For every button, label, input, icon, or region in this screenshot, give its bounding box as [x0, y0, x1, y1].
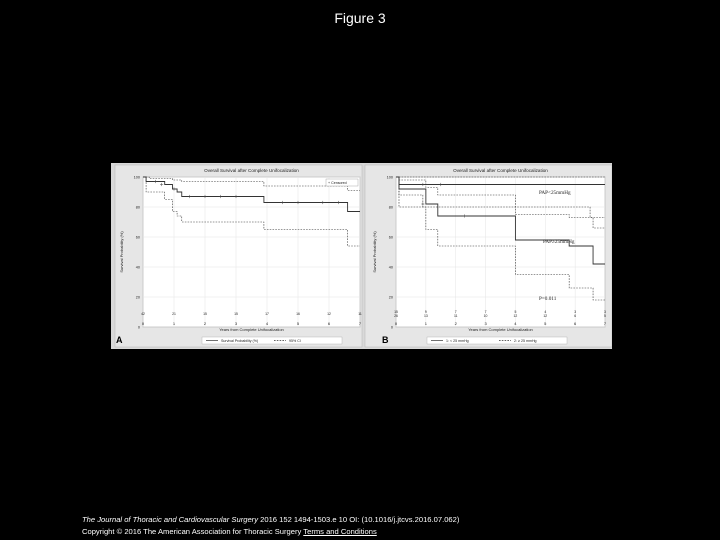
- x-tick-label: 0: [394, 321, 398, 326]
- x-tick-label: 4: [514, 321, 517, 326]
- copyright-line: [82, 526, 712, 538]
- y-tick-label: 80: [388, 205, 393, 210]
- curve-annotation: P=0.011: [539, 296, 557, 302]
- at-risk-count: 15: [234, 312, 238, 316]
- at-risk-count-group2: 12: [513, 314, 518, 318]
- at-risk-count: 11: [358, 312, 362, 316]
- chart-title: Overall Survival after Complete Unifocalization: [453, 168, 548, 173]
- y-tick-label: 0: [137, 325, 140, 330]
- plot-area: [143, 177, 360, 327]
- at-risk-count-group2: 12: [543, 314, 548, 318]
- chart-title: Overall Survival after Complete Unifocalization: [204, 168, 299, 173]
- at-risk-count: 21: [172, 312, 176, 316]
- at-risk-count: 4: [544, 310, 547, 314]
- at-risk-count-group2: 13: [423, 314, 428, 318]
- at-risk-count: 3: [574, 310, 577, 314]
- x-tick-label: 7: [603, 321, 607, 326]
- copyright-text: Copyright © 2016 The American Association for Thoracic Surgery: [82, 527, 304, 536]
- at-risk-count-group2: 5: [604, 314, 606, 318]
- journal-name: The Journal of Thoracic and Cardiovascular Surgery: [82, 515, 259, 524]
- panel-label: A: [116, 335, 123, 345]
- x-tick-label: 4: [265, 321, 269, 326]
- panel-label: B: [382, 335, 389, 345]
- x-tick-label: 7: [358, 321, 362, 326]
- y-tick-label: 40: [388, 265, 393, 270]
- y-tick-label: 20: [135, 295, 140, 300]
- legend-entry: 95% CI: [289, 339, 301, 343]
- y-tick-label: 20: [388, 295, 393, 300]
- at-risk-count: 3: [604, 310, 606, 314]
- x-tick-label: 2: [454, 321, 457, 326]
- x-tick-label: 5: [296, 321, 300, 326]
- y-tick-label: 100: [133, 175, 140, 180]
- at-risk-count: 7: [454, 310, 457, 314]
- at-risk-count: 5: [514, 310, 517, 314]
- y-tick-label: 80: [135, 205, 140, 210]
- y-tick-label: 60: [388, 235, 393, 240]
- x-tick-label: 6: [327, 321, 331, 326]
- plot-area: [396, 177, 605, 327]
- curve-annotation: PAP<25mmHg: [539, 190, 571, 196]
- citation-footer: [82, 514, 712, 538]
- at-risk-count: 9: [424, 310, 427, 314]
- y-axis-label: Survival Probability (%): [372, 231, 377, 273]
- figure-panel: [111, 163, 612, 349]
- x-axis-label: Years from Complete Unifocalization: [219, 327, 284, 332]
- y-tick-label: 40: [135, 265, 140, 270]
- x-tick-label: 6: [574, 321, 577, 326]
- x-tick-label: 1: [424, 321, 427, 326]
- x-tick-label: 0: [141, 321, 145, 326]
- x-axis-label: Years from Complete Unifocalization: [468, 327, 533, 332]
- citation-text: 2016 152 1494-1503.e 10 OI: (10.1016/j.jtcvs.2016.07.062): [258, 515, 460, 524]
- at-risk-count: 16: [296, 312, 300, 316]
- y-tick-label: 0: [390, 325, 393, 330]
- at-risk-count-group2: 26: [394, 314, 398, 318]
- x-tick-label: 2: [203, 321, 207, 326]
- legend-entry: 1: < 25 mmHg: [446, 339, 469, 343]
- at-risk-count: 12: [327, 312, 331, 316]
- x-tick-label: 3: [234, 321, 238, 326]
- terms-link[interactable]: Terms and Conditions: [303, 527, 377, 536]
- at-risk-count: 15: [203, 312, 207, 316]
- at-risk-count: 7: [484, 310, 487, 314]
- at-risk-count: 15: [394, 310, 398, 314]
- page-title: Figure 3: [334, 10, 386, 26]
- x-tick-label: 5: [544, 321, 547, 326]
- legend-entry: 2: ≥ 25 mmHg: [514, 339, 537, 343]
- x-tick-label: 3: [484, 321, 487, 326]
- curve-annotation: PAP≥25mmHg: [543, 239, 575, 245]
- y-tick-label: 100: [386, 175, 393, 180]
- legend-entry: Survival Probability (%): [221, 339, 259, 343]
- legend-entry: + Censored: [328, 181, 347, 185]
- at-risk-count: 17: [265, 312, 269, 316]
- at-risk-count: 42: [141, 312, 145, 316]
- y-axis-label: Survival Probability (%): [119, 231, 124, 273]
- x-tick-label: 1: [172, 321, 176, 326]
- survival-charts: [111, 163, 612, 349]
- at-risk-count-group2: 11: [453, 314, 458, 318]
- y-tick-label: 60: [135, 235, 140, 240]
- citation-line: [82, 514, 712, 526]
- at-risk-count-group2: 10: [483, 314, 488, 318]
- at-risk-count-group2: 6: [574, 314, 577, 318]
